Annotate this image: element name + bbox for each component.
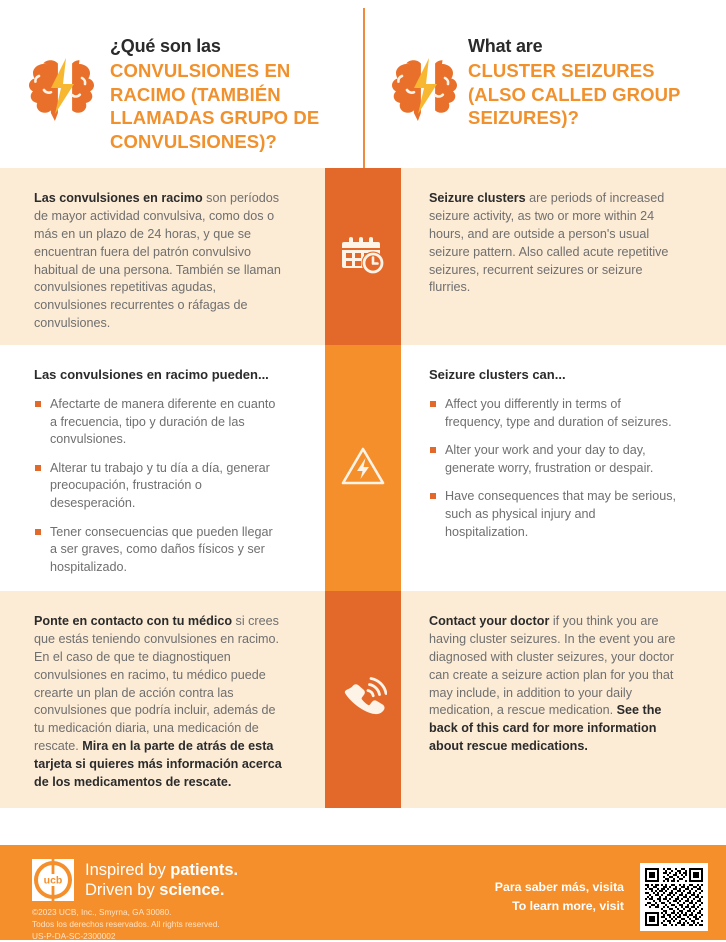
row2-spanish-panel-bg [0,345,325,591]
row1-english-panel [415,168,710,345]
legal-text-block [32,906,238,942]
row3-spanish-panel [20,591,311,808]
ucb-logo-row [32,859,238,901]
row3-english-body: if you think you are having cluster seizures. In the event you are diagnosed with cluster seizures, your doctor can create a seizure action plan for you that may include, in addition to your daily medication, a rescue medication. [429,614,676,718]
row1-spanish-panel [20,168,311,345]
header-lead-spanish: ¿Qué son las [110,36,221,56]
row1-english-lead: Seizure clusters [429,191,526,205]
row3-english-panel [415,591,710,808]
qr-code[interactable] [640,863,708,931]
tagline-line-2 [85,880,238,900]
calendar-clock-icon [340,232,386,281]
header-title-spanish: CONVULSIONES EN RACIMO (TAMBIÉN LLAMADAS GRUPO DE CONVULSIONES)? [110,59,320,152]
row1-english-body: are periods of increased seizure activity, as two or more within 24 hours, and are outside a person's usual seizure pattern. Also called acute repetitive seizures, recurrent seizures or seizure flurries. [429,191,669,295]
row3-icon-column [325,591,401,808]
header-title-english: CLUSTER SEIZURES (ALSO CALLED GROUP SEIZURES)? [468,59,681,129]
row3-spanish-trail: Mira en la parte de atrás de esta tarjeta si quieres más información acerca de los medicamentos de rescate. [34,739,282,789]
ucb-logo-icon [32,859,74,901]
tagline-1-bold: patients. [170,860,239,879]
list-item: Afectarte de manera diferente en cuanto a frecuencia, tipo y duración de las convulsiones. [34,396,283,449]
legal-copyright: ©2023 UCB, Inc., Smyrna, GA 30080. [32,907,172,917]
brain-bolt-icon [22,50,104,131]
list-item: Have consequences that may be serious, such as physical injury and hospitalization. [429,488,682,541]
tagline-2-bold: science. [159,881,225,899]
row3-spanish-panel-bg [0,591,325,808]
list-item: Affect you differently in terms of frequency, type and duration of seizures. [429,396,682,431]
header [0,0,726,168]
row1-spanish-text [34,190,283,333]
row2-spanish-heading: Las convulsiones en racimo pueden... [34,367,269,382]
header-text-spanish [110,36,349,154]
content-row-contact-doctor [0,591,726,808]
footer-cta-block [495,863,708,931]
row3-english-text [429,613,682,756]
row2-spanish-panel [20,345,311,591]
header-text-english [468,36,712,130]
row2-english-panel-bg [401,345,726,591]
list-item: Alter your work and your day to day, generate worry, frustration or despair. [429,442,682,477]
ringing-phone-icon [339,674,387,725]
tagline-line-1 [85,860,238,880]
footer-cta-text [495,878,624,916]
content-row-effects [0,345,726,591]
legal-code: US-P-DA-SC-2300002 [32,931,116,942]
svg-text:ucb: ucb [43,874,63,887]
content-row-definition [0,168,726,345]
row1-spanish-panel-bg [0,168,325,345]
row1-icon-column [325,168,401,345]
row3-spanish-body: si crees que estás teniendo convulsiones en racimo. En el caso de que te diagnostiquen convulsiones en racimo, tu médico puede crearte un plan de acción contra las convulsiones que podría incluir, además de tu medicación diaria, una medicación de rescate. [34,614,280,754]
list-item: Tener consecuencias que pueden llegar a ser graves, como daños físicos y ser hospitalizado. [34,524,283,577]
row2-english-panel [415,345,710,591]
row3-english-trail: See the back of this card for more information about rescue medications. [429,703,662,754]
row3-spanish-text [34,613,283,792]
legal-rights: Todos los derechos reservados. All rights reserved. [32,919,220,930]
row3-english-lead: Contact your doctor [429,614,550,628]
row3-spanish-lead: Ponte en contacto con tu médico [34,614,233,628]
brain-bolt-icon [385,50,467,131]
tagline-2-plain: Driven by [85,881,160,899]
row1-spanish-lead: Las convulsiones en racimo [34,191,203,205]
row1-english-panel-bg [401,168,726,345]
warning-bolt-icon [340,445,386,492]
row2-spanish-bullet-list [34,396,283,577]
header-column-spanish [0,0,363,168]
row2-english-bullet-list [429,396,682,541]
footer [0,845,726,940]
tagline-1-plain: Inspired by [85,860,171,879]
cta-english: To learn more, visit [512,899,624,913]
row1-spanish-body: son períodos de mayor actividad convulsiva, como dos o más en un plazo de 24 horas, y que se encuentran fuera del patrón convulsivo habitual de una persona. También se llaman convulsiones repetitivas agudas, convulsiones recurrentes o ráfagas de convulsiones. [34,191,281,331]
header-lead-english: What are [468,36,543,56]
row2-english-heading: Seizure clusters can... [429,367,566,382]
row1-english-text [429,190,682,297]
header-column-english [363,0,726,168]
list-item: Alterar tu trabajo y tu día a día, generar preocupación, frustración o desesperación. [34,460,283,513]
cta-spanish: Para saber más, visita [494,879,624,894]
footer-brand-block [32,859,238,942]
row2-icon-column [325,345,401,591]
ucb-tagline [85,860,238,900]
row3-english-panel-bg [401,591,726,808]
